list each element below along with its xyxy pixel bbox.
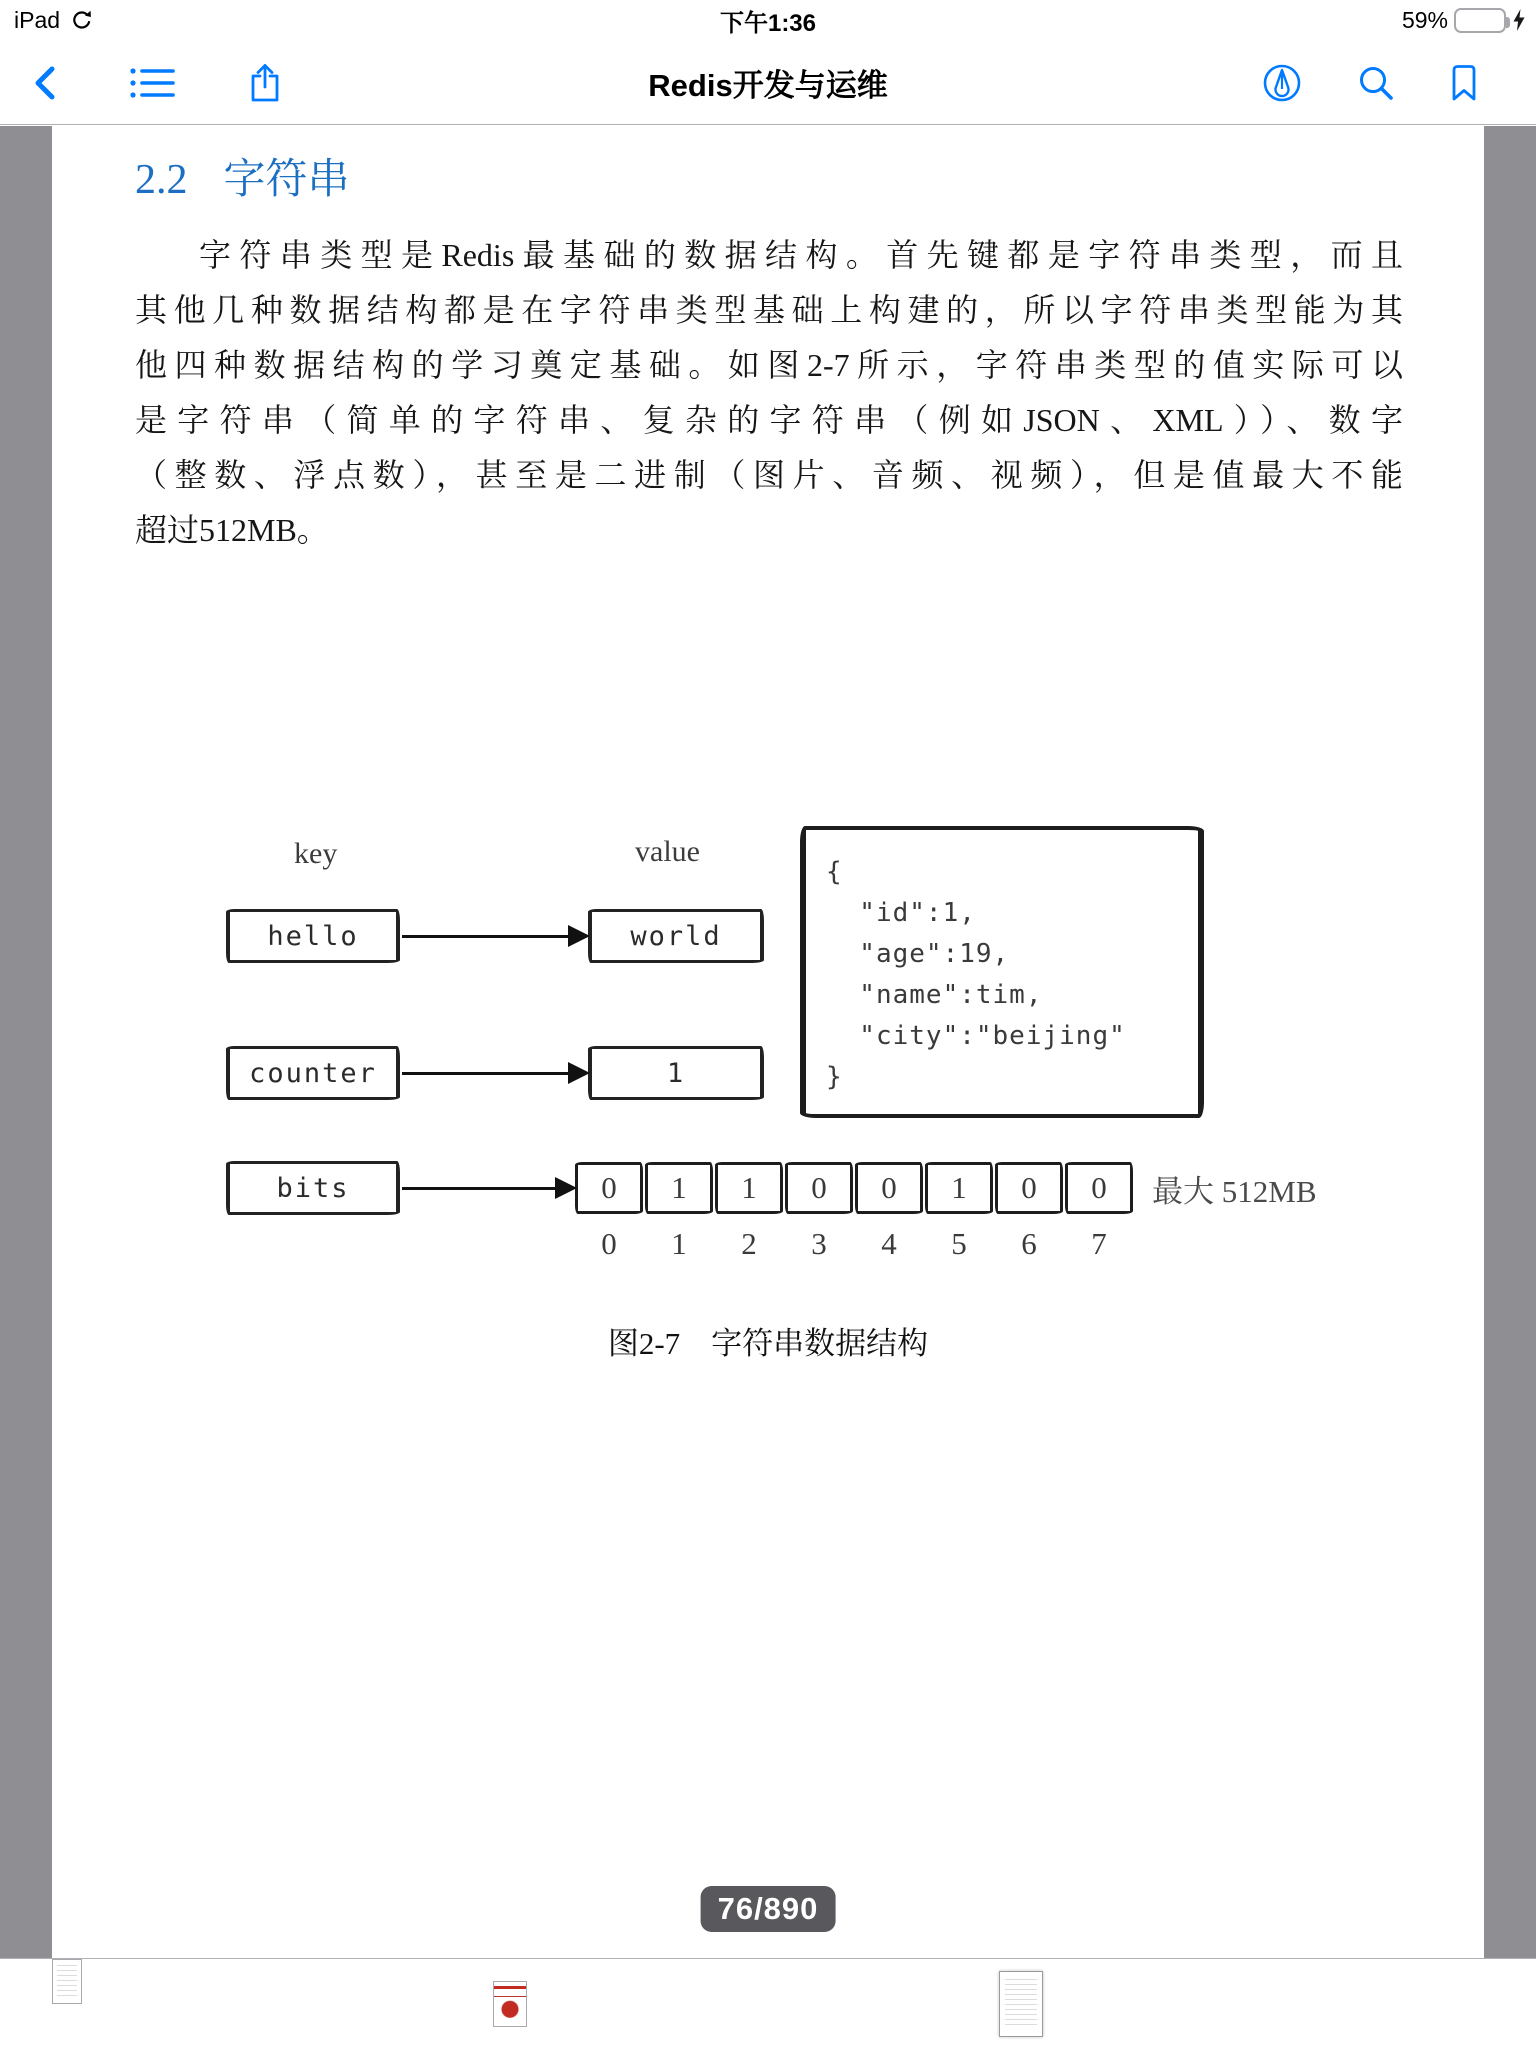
bit-index: 5 (951, 1226, 967, 1261)
key-value-row (226, 1046, 764, 1100)
json-code-line: } (826, 1062, 843, 1092)
bit-indices (575, 1226, 1133, 1262)
bit-cell: 0 (785, 1162, 853, 1214)
section-title: 字符串 (223, 157, 350, 203)
json-code-line: "id":1, (826, 898, 976, 928)
bit-index: 0 (601, 1226, 617, 1261)
key-value-row (226, 909, 764, 963)
battery-percent: 59% (1401, 6, 1448, 33)
bits-row (226, 1161, 1133, 1215)
bit-cell: 0 (855, 1162, 923, 1214)
bit-cells (575, 1162, 1133, 1214)
reading-area (0, 126, 1536, 1958)
bit-index: 3 (811, 1226, 827, 1261)
bit-cell: 0 (995, 1162, 1063, 1214)
bit-index: 6 (1021, 1226, 1037, 1261)
section-number: 2.2 (135, 157, 188, 203)
arrow-right-icon (400, 1161, 575, 1215)
bit-index: 4 (881, 1226, 897, 1261)
paragraph-line: 是字符串（简单的字符串、复杂的字符串（例如JSON、XML））、数字 (135, 402, 1403, 438)
bit-cell: 1 (645, 1162, 713, 1214)
bit-cell: 0 (575, 1162, 643, 1214)
paragraph-line: 字符串类型是Redis最基础的数据结构。首先键都是字符串类型，而且 (199, 237, 1403, 273)
body-paragraph (135, 228, 1403, 558)
nav-bar (0, 40, 1536, 125)
section-heading (135, 146, 350, 206)
page-thumbnail[interactable] (493, 1981, 527, 2027)
figure-value-label: value (635, 835, 700, 868)
bit-cell: 1 (925, 1162, 993, 1214)
bit-cell: 0 (1065, 1162, 1133, 1214)
paragraph-line: 他四种数据结构的学习奠定基础。如图2-7所示，字符串类型的值实际可以 (135, 347, 1403, 383)
battery-icon (1454, 8, 1506, 33)
status-bar (0, 0, 1536, 40)
page-thumbnail-strip (0, 1958, 1536, 2048)
json-code-line: "name":tim, (826, 980, 1043, 1010)
bit-index: 7 (1091, 1226, 1107, 1261)
page-thumbnail[interactable] (999, 1971, 1043, 2037)
json-code-line: "city":"beijing" (826, 1021, 1126, 1051)
paragraph-line: 超过512MB。 (135, 512, 329, 548)
book-title: Redis开发与运维 (648, 68, 888, 103)
bit-cell: 1 (715, 1162, 783, 1214)
paragraph-line: （整数、浮点数），甚至是二进制（图片、音频、视频），但是值最大不能 (135, 457, 1403, 493)
bit-index: 1 (671, 1226, 687, 1261)
bookmark-icon[interactable] (1450, 64, 1478, 102)
max-size-label: 最大 512MB (1152, 1174, 1317, 1209)
key-box: hello (226, 909, 400, 963)
page-indicator-badge: 76/890 (701, 1886, 836, 1932)
key-box: counter (226, 1046, 400, 1100)
pdf-page[interactable] (52, 126, 1484, 1958)
arrow-right-icon (400, 1046, 588, 1100)
figure-caption: 图2-7 字符串数据结构 (607, 1326, 929, 1361)
device-label: iPad (14, 6, 61, 33)
page-thumbnail[interactable] (52, 1959, 82, 2004)
json-code-line: "age":19, (826, 939, 1010, 969)
status-time: 下午1:36 (719, 9, 817, 37)
key-value-rows (226, 909, 764, 1100)
search-icon[interactable] (1358, 65, 1394, 101)
arrow-right-icon (400, 909, 588, 963)
bits-key-box: bits (226, 1161, 400, 1215)
value-box: world (588, 909, 764, 963)
figure-key-label: key (294, 837, 338, 870)
json-code-line: { (826, 857, 843, 887)
paragraph-line: 其他几种数据结构都是在字符串类型基础上构建的，所以字符串类型能为其 (135, 292, 1403, 328)
value-box: 1 (588, 1046, 764, 1100)
json-value-box (800, 826, 1204, 1118)
charging-bolt-icon (1512, 8, 1526, 32)
annotate-pen-icon[interactable] (1262, 63, 1302, 103)
bit-index: 2 (741, 1226, 757, 1261)
